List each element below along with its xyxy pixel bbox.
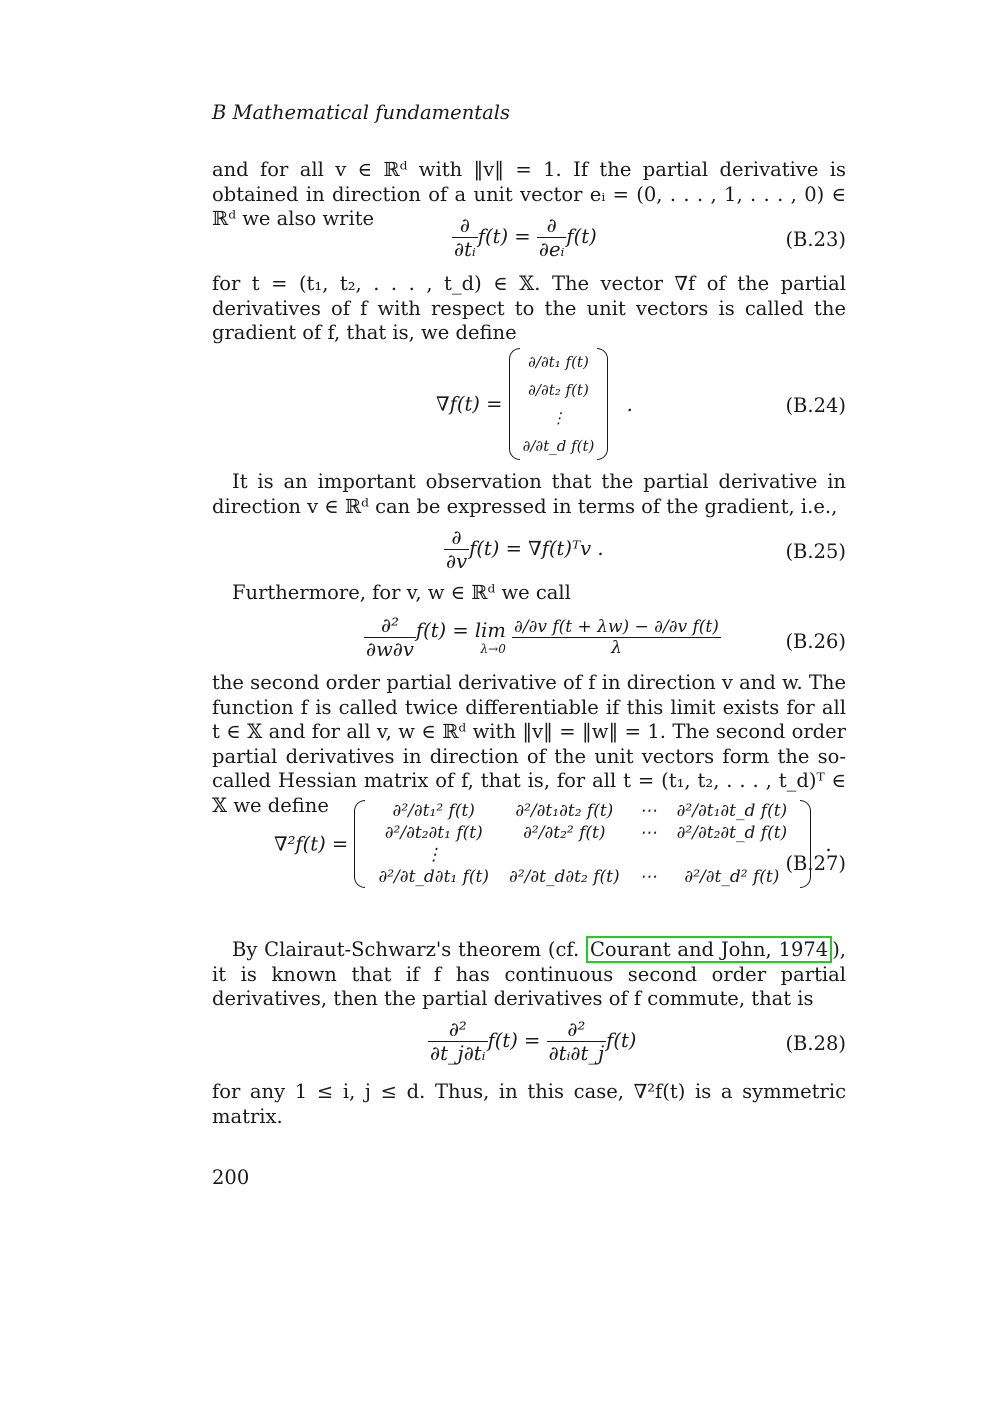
gradient-row-d: ∂/∂t_d f(t) — [522, 437, 595, 455]
b24-tail: . — [626, 392, 633, 416]
equation-b27 — [212, 800, 846, 928]
hessian-cell-d-dots: ⋯ — [639, 867, 657, 887]
gradient-vector — [509, 348, 609, 460]
paragraph-observation: It is an important observation that the partial derivative in direction v ∈ ℝᵈ can be expressed in terms of the gradient, i.e., — [212, 470, 846, 518]
b23-rhs-num: ∂ — [537, 214, 567, 238]
b27-tail: . — [825, 832, 832, 856]
b25-num: ∂ — [444, 526, 469, 550]
paragraph-symmetric: for any 1 ≤ i, j ≤ d. Thus, in this case, ∇²f(t) is a symmetric matrix. — [212, 1080, 846, 1128]
hessian-cell-2-dots: ⋯ — [639, 823, 657, 843]
equation-number-b24: (B.24) — [785, 394, 846, 417]
b26-frac-num: ∂/∂v f(t + λw) − ∂/∂v f(t) — [514, 617, 719, 637]
hessian-cell-1-2: ∂²/∂t₁∂t₂ f(t) — [515, 801, 614, 821]
b26-lim-sub: λ→0 — [480, 642, 506, 656]
equation-b28 — [212, 1018, 846, 1072]
clairaut-pre: By Clairaut-Schwarz's theorem (cf. — [232, 938, 586, 961]
b23-lhs-num: ∂ — [452, 214, 478, 238]
b26-den: ∂w∂v — [366, 638, 414, 661]
b26-frac-den: λ — [611, 638, 622, 658]
b28-tail: f(t) — [606, 1029, 637, 1052]
hessian-cell-d-d: ∂²/∂t_d² f(t) — [684, 867, 780, 887]
hessian-cell-1-dots: ⋯ — [639, 801, 657, 821]
running-header: B Mathematical fundamentals — [212, 101, 510, 124]
b28-lhs-den: ∂t_j∂tᵢ — [430, 1042, 486, 1065]
clairaut-post: ), it is known that if f has continuous second order partial derivatives, then the partial derivatives of f commute, that is — [212, 938, 846, 1010]
gradient-row-dots: ⋮ — [551, 409, 566, 427]
b26-num: ∂² — [364, 614, 416, 638]
hessian-cell-2-d: ∂²/∂t₂∂t_d f(t) — [676, 823, 788, 843]
b25-den: ∂v — [446, 550, 468, 573]
paragraph-intro: and for all v ∈ ℝᵈ with ‖v‖ = 1. If the partial derivative is obtained in direction of a unit vector eᵢ = (0, . . . , 1, . . . , 0) ∈ ℝᵈ we also write — [212, 158, 846, 230]
paragraph-gradient-def: for t = (t₁, t₂, . . . , t_d) ∈ 𝕏. The vector ∇f of the partial derivatives of f with respect to the unit vectors is called the gradient of f, that is, we define — [212, 272, 846, 344]
equation-b24 — [212, 348, 846, 466]
hessian-cell-d-2: ∂²/∂t_d∂t₂ f(t) — [509, 867, 620, 887]
hessian-cell-2-1: ∂²/∂t₂∂t₁ f(t) — [384, 823, 483, 843]
paragraph-furthermore: Furthermore, for v, w ∈ ℝᵈ we call — [232, 581, 571, 604]
b26-mid: f(t) = lim — [415, 619, 506, 642]
b27-lhs: ∇²f(t) = — [274, 832, 349, 856]
b28-rhs-num: ∂² — [547, 1018, 607, 1042]
gradient-row-2: ∂/∂t₂ f(t) — [528, 381, 589, 399]
b23-rhs-den: ∂eᵢ — [538, 238, 565, 261]
book-page — [212, 0, 846, 1414]
b28-rhs-den: ∂tᵢ∂t_j — [548, 1042, 605, 1065]
equation-number-b28: (B.28) — [785, 1032, 846, 1055]
hessian-cell-d-1: ∂²/∂t_d∂t₁ f(t) — [378, 867, 490, 887]
page-number: 200 — [212, 1166, 250, 1189]
b28-mid: f(t) = — [487, 1029, 541, 1052]
hessian-cell-1-d: ∂²/∂t₁∂t_d f(t) — [676, 801, 788, 821]
hessian-matrix — [354, 800, 811, 888]
equation-number-b26: (B.26) — [785, 630, 846, 653]
b25-rest: f(t) = ∇f(t)ᵀv . — [469, 537, 604, 560]
b23-tail: f(t) — [566, 225, 597, 248]
citation-link[interactable]: Courant and John, 1974 — [586, 936, 832, 963]
b23-mid: f(t) = — [477, 225, 531, 248]
equation-number-b25: (B.25) — [785, 540, 846, 563]
paragraph-clairaut — [212, 938, 846, 1012]
equation-b25 — [212, 526, 846, 576]
b23-lhs-den: ∂tᵢ — [454, 238, 476, 261]
hessian-cell-2-2: ∂²/∂t₂² f(t) — [523, 823, 606, 843]
equation-b26 — [212, 614, 846, 670]
equation-number-b23: (B.23) — [785, 228, 846, 251]
equation-number-b27: (B.27) — [785, 852, 846, 875]
paragraph-second-order: the second order partial derivative of f in direction v and w. The function f is called twice differentiable if this limit exists for all t ∈ 𝕏 and for all v, w ∈ ℝᵈ with ‖v‖ = ‖w‖ = 1. The second order partial derivatives in direction of the unit vectors form the so-called Hessian matrix of f, that is, for all t = (t₁, t₂, . . . , t_d)ᵀ ∈ 𝕏 we define — [212, 671, 846, 817]
gradient-row-1: ∂/∂t₁ f(t) — [528, 353, 589, 371]
b28-lhs-num: ∂² — [428, 1018, 488, 1042]
hessian-cell-1-1: ∂²/∂t₁² f(t) — [392, 801, 475, 821]
hessian-cell-vdots: ⋮ — [425, 845, 443, 865]
equation-b23 — [212, 214, 846, 266]
b24-lhs: ∇f(t) = — [436, 392, 503, 416]
